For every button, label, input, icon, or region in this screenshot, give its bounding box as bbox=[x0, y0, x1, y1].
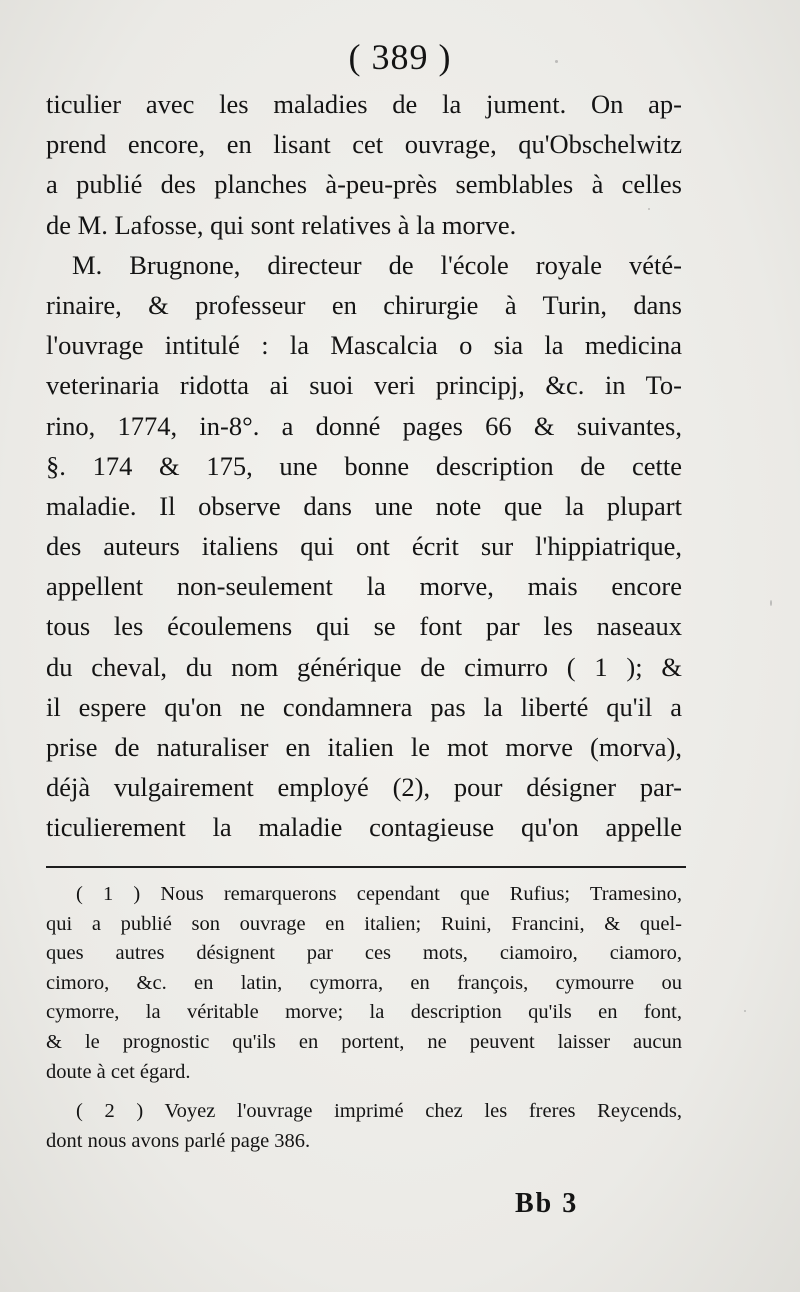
paper-speck bbox=[744, 1010, 746, 1012]
body-line: rino, 1774, in-8°. a donné pages 66 & suivantes, bbox=[46, 410, 682, 441]
body-line: maladie. Il observe dans une note que la plupart bbox=[46, 490, 682, 521]
body-text bbox=[46, 84, 682, 848]
body-line: rinaire, & professeur en chirurgie à Turin, dans bbox=[46, 289, 682, 320]
body-line: des auteurs italiens qui ont écrit sur l'hippiatrique, bbox=[46, 531, 682, 562]
body-line: prise de naturaliser en italien le mot morve (morva), bbox=[46, 732, 682, 762]
body-line: ticulier avec les maladies de la jument. On ap- bbox=[46, 89, 682, 119]
footnote-line: ques autres désignent par ces mots, ciamoiro, ciamoro, bbox=[46, 942, 682, 965]
body-line: ticulierement la maladie contagieuse qu'on appelle bbox=[46, 812, 682, 843]
body-line: M. Brugnone, directeur de l'école royale vété- bbox=[72, 249, 682, 280]
paper-speck bbox=[770, 600, 772, 606]
body-line: appellent non-seulement la morve, mais encore bbox=[46, 571, 682, 602]
footnote-line: dont nous avons parlé page 386. bbox=[46, 1129, 311, 1152]
body-line: il espere qu'on ne condamnera pas la liberté qu'il a bbox=[46, 691, 682, 722]
body-line: tous les écoulemens qui se font par les naseaux bbox=[46, 611, 682, 642]
footnote-line: ( 2 ) Voyez l'ouvrage imprimé chez les freres Reycends, bbox=[76, 1100, 682, 1123]
footnote-line: doute à cet égard. bbox=[46, 1060, 191, 1083]
body-line: §. 174 & 175, une bonne description de cette bbox=[46, 450, 682, 481]
body-line: déjà vulgairement employé (2), pour désigner par- bbox=[46, 772, 682, 803]
body-line: a publié des planches à-peu-près semblables à celles bbox=[46, 169, 682, 200]
signature-mark: Bb 3 bbox=[515, 1188, 579, 1219]
page-number: ( 389 ) bbox=[348, 37, 452, 77]
footnote-line: cymorre, la véritable morve; la description qu'ils en font, bbox=[46, 1001, 682, 1024]
body-line: de M. Lafosse, qui sont relatives à la morve. bbox=[46, 209, 517, 240]
footnote-line: qui a publié son ouvrage en italien; Ruini, Francini, & quel- bbox=[46, 912, 682, 935]
footnote-gap bbox=[46, 1087, 682, 1097]
footnote-line: & le prognostic qu'ils en portent, ne peuvent laisser aucun bbox=[46, 1030, 682, 1053]
paper-speck bbox=[648, 208, 650, 210]
body-line: prend encore, en lisant cet ouvrage, qu'Obschelwitz bbox=[46, 129, 682, 160]
footnote-separator bbox=[46, 866, 686, 868]
footnote-line: cimoro, &c. en latin, cymorra, en françois, cymourre ou bbox=[46, 971, 682, 994]
body-line: veterinaria ridotta ai suoi veri principj, &c. in To- bbox=[46, 370, 682, 401]
body-line: l'ouvrage intitulé : la Mascalcia o sia la medicina bbox=[46, 330, 682, 361]
paper-speck bbox=[555, 60, 558, 63]
footnote-line: ( 1 ) Nous remarquerons cependant que Rufius; Tramesino, bbox=[76, 883, 682, 905]
footnotes bbox=[46, 880, 682, 1156]
body-line: du cheval, du nom générique de cimurro ( 1 ); & bbox=[46, 651, 682, 682]
